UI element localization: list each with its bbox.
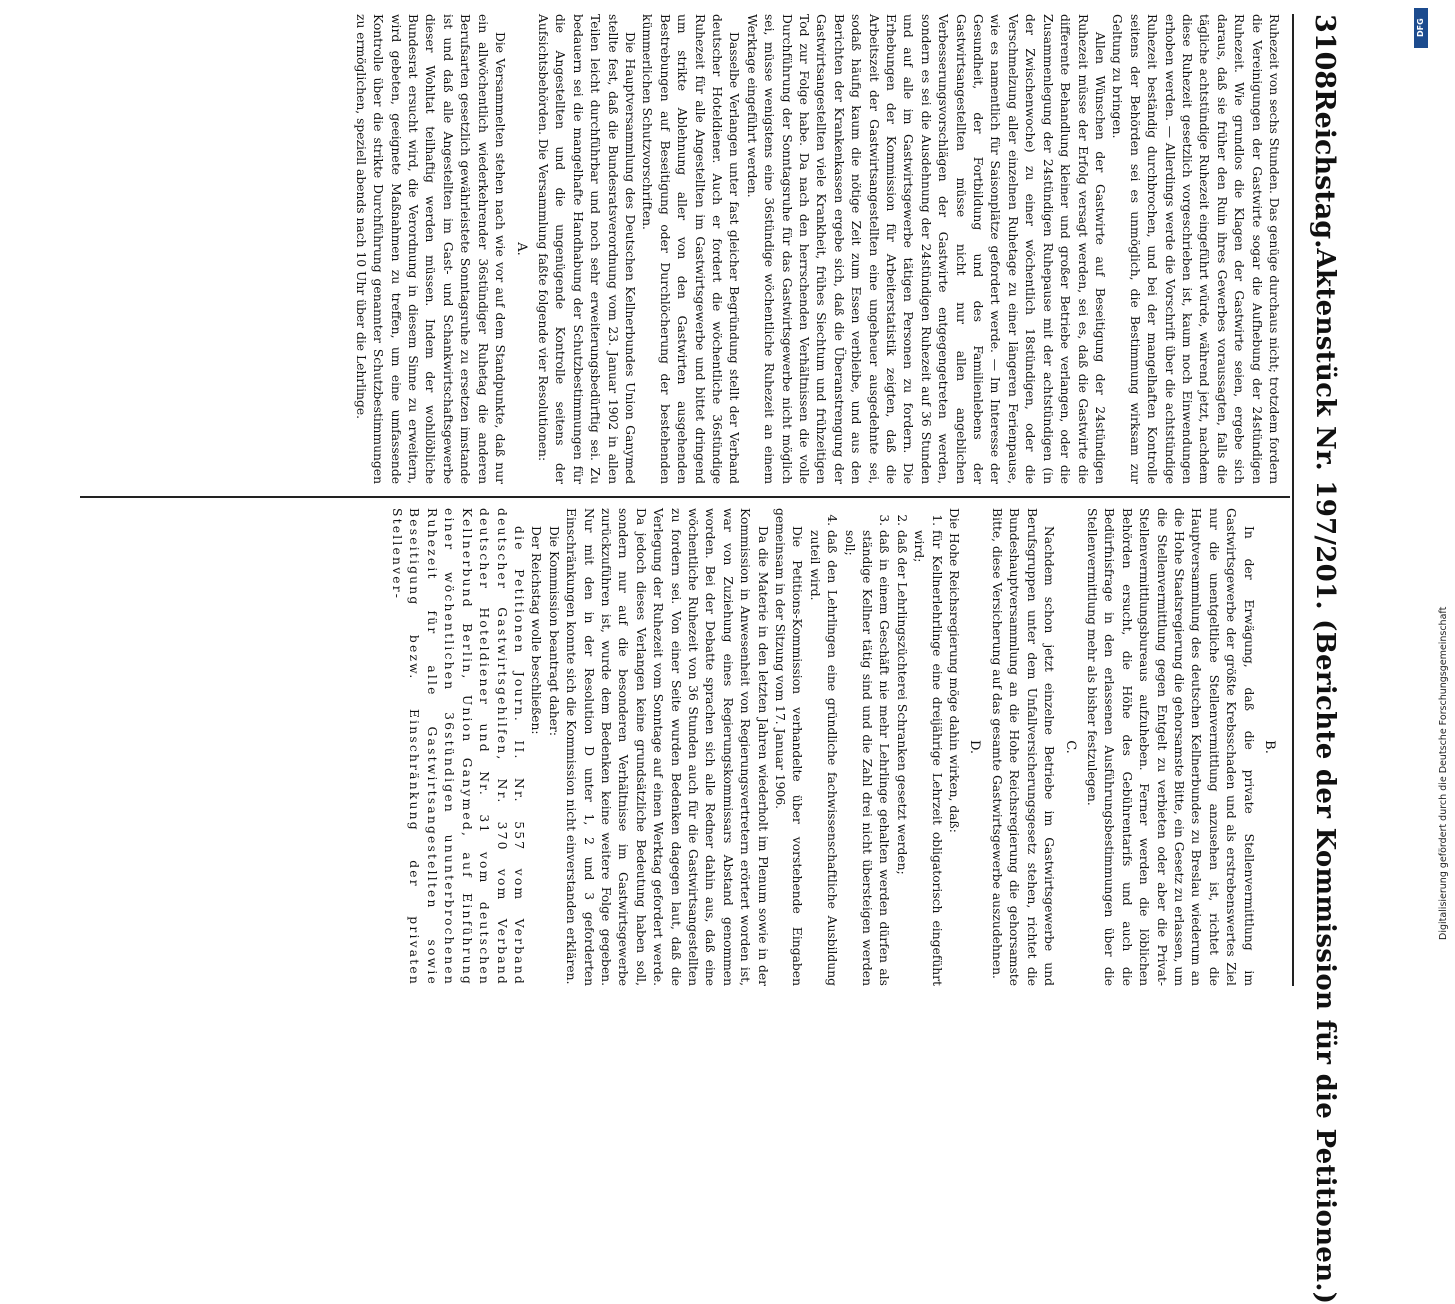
reichstag-resolve-text: Der Reichstag wolle beschließen: <box>529 526 544 735</box>
header-title: Aktenstück Nr. 197/201. (Berichte der Kommission für die Petitionen.) <box>1310 248 1340 1304</box>
resolution-d-intro: Die Hohe Reichsregierung möge dahin wirken, daß: <box>947 508 962 833</box>
list-item: 2. daß der Lehrlingszüchterei Schranken gesetzt werden; <box>892 530 909 986</box>
section-heading-b: B. <box>1262 740 1277 754</box>
page-number: 3108 <box>1309 14 1341 90</box>
header-reichstag: Reichstag. <box>1309 89 1341 249</box>
header-rule <box>1292 14 1294 986</box>
digitization-credit <box>1411 60 1449 940</box>
petitions-text: die Petitionen Journ. II. Nr. 557 vom Verband deutscher Gastwirtsgehilfen, Nr. 370 vom Verband deutscher Hoteldiener und Nr. 31 vom deutschen Kellnerbund Berlin, Union Ganymed, auf Einführung einer wöchentlichen 36stündigen ununterbrochenen Ruhezeit für alle Gastwirtsangestellten sowie Beseitigung bezw. Einschränkung der privaten Stellenver- <box>390 508 526 986</box>
left-paragraph-1: Ruhezeit von sechs Stunden. Das genüge durchaus nicht; trotzdem fordern die Vereinigungen der Gastwirte sogar die Aufhebung der 24stündigen Ruhezeit. Wie grundlos die Klagen der Gastwirte seien, ergebe sich daraus, daß sie früher den Ruin ihres Gewerbes voraussagten, falls die tägliche achtstündige Ruhezeit eingeführt würde, während jetzt, nachdem diese Ruhezeit gesetzlich vorgeschrieben ist, kaum noch Einwendungen erhoben werden. — Allerdings werde die Vorschrift über die achtstündige Ruhezeit beständig durchbrochen, und bei der mangelhaften Kontrolle seitens der Behörden sei es unmöglich, die Bestimmung wirksam zur Geltung zu bringen. <box>1110 14 1281 484</box>
commission-debate-text: Da die Materie in den letzten Jahren wiederholt im Plenum sowie in der Kommission in Anwesenheit von Regierungsvertretern erörtert worden ist, war von Zuziehung eines Regierungskommissars Abstand genommen worden. Bei der Debatte sprachen sich alle Redner dahin aus, daß eine wöchentliche Ruhezeit von 36 Stunden auch für die Gastwirtsangestellten zu fordern sei. Von einer Seite wurden Bedenken dagegen laut, daß die Verlegung der Ruhezeit vom Sonntage auf einen Werktag gefordert werde. Da jedoch dieses Verlangen keine grundsätzliche Bedeutung haben soll, sondern nur auf die besonderen Verhältnisse im Gastwirtsgewerbe zurückzuführen ist, wurde dem Bedenken keine weitere Folge gegeben. Nur mit den in der Resolution D unter 1, 2 und 3 geforderten Einschränkungen konnte sich die Kommission nicht einverstanden erklären. <box>564 508 770 986</box>
page-header <box>1296 14 1354 1304</box>
left-paragraph-4: Die Hauptversammlung des Deutschen Kellnerbundes Union Ganymed stellte fest, daß die Bundesratsverordnung vom 23. Januar 1902 in allen Teilen leicht durchführbar und noch sehr erweiterungsbedürftig sei. Zu bedauern sei die mangelhafte Handhabung der Schutzbestimmungen für die Angestellten und die ungenügende Kontrolle seitens der Aufsichtsbehörden. Die Versammlung faßte folgende vier Resolutionen: <box>535 14 637 484</box>
list-item: 1. für Kellnerlehrlinge eine dreijährige Lehrzeit obligatorisch eingeführt wird; <box>910 530 945 986</box>
resolution-d-list <box>805 508 944 986</box>
commission-session-text: Die Petitions-Kommission verhandelte über vorstehende Eingaben gemeinsam in der Sitzung vom 17. Januar 1906. <box>773 508 805 986</box>
resolution-c-text: Nachdem schon jetzt einzelne Betriebe im Gastwirtsgewerbe und Berufsgruppen unter dem Unfallversicherungsgesetz stehen, richtet die Bundeshauptversammlung an die Hohe Reichsregierung die gehorsamste Bitte, diese Versicherung auf das gesamte Gastwirtsgewerbe auszudehnen. <box>989 508 1057 986</box>
left-column <box>80 14 1282 484</box>
section-heading-d: D. <box>967 739 983 755</box>
document-page <box>72 0 1362 1304</box>
column-divider <box>80 496 1290 498</box>
resolution-a-text: Die Versammelten stehen nach wie vor auf dem Standpunkte, daß nur ein allwöchentlich wiederkehrender 36stündiger Ruhetag die anderen Berufsarten gesetzlich gewährleistete Sonntagsruhe zu ersetzen imstande ist und daß alle Angestellten im Gast- und Schankwirtschaftsgewerbe dieser Wohltat teilhaftig werden müssen. Indem der wohllöbliche Bundesrat ersucht wird, die Verordnung in diesem Sinne zu erweitern, wird gebeten, geeignete Maßnahmen zu treffen, um eine umfassende Kontrolle über die strikte Durchführung genannter Schutzbestimmungen zu ermöglichen, speziell abends nach 10 Uhr über die Lehrlinge. <box>353 14 508 484</box>
left-paragraph-3: Dasselbe Verlangen unter fast gleicher Begründung stellt der Verband deutscher Hoteldiener. Auch er fordert die wöchentliche 36stündige Ruhezeit für alle Angestellten im Gastwirtsgewerbe und bittet dringend um strikte Ablehnung aller von den Gastwirten ausgehenden Bestrebungen auf Beseitigung oder Durchlöcherung der bestehenden kümmerlichen Schutzvorschriften. <box>640 14 742 484</box>
right-column <box>80 508 1282 986</box>
digitization-credit-text: Digitalisierung gefördert durch die Deutsche Forschungsgemeinschaft <box>1438 606 1449 940</box>
left-paragraph-2: Allen Wünschen der Gastwirte auf Beseitigung der 24stündigen Ruhezeit müsse der Erfolg versagt werden, sei es, daß die Gastwirte die differente Behandlung kleiner und großer Betriebe verlangen, oder die Zusammenlegung der 24stündigen Ruhepause mit der achtstündigen (in der Zwischenwoche) zu einer wöchentlich 18stündigen, oder die Verschmelzung aller einzelnen Ruhetage zu einer längeren Ferienpause, wie es namentlich für Saisonplätze gefordert werde. — Im Interesse der Gesundheit, der Fortbildung und des Familienlebens der Gastwirtsangestellten müsse nicht nur allen angeblichen Verbesserungsvorschlägen der Gastwirte entgegengetreten werden, sondern es sei die Ausdehnung der 24stündigen Ruhezeit auf 36 Stunden und auf alle im Gastwirtsgewerbe tätigen Personen zu fordern. Die Erhebungen der Kommission für Arbeiterstatistik zeigten, daß die Arbeitszeit der Gastwirtsangestellten eine ungeheuer ausgedehnte sei, sodaß häufig kaum die nötige Zeit zum Essen verbleibe, und aus den Berichten der Krankenkassen ergebe sich, daß die Überanstrengung der Gastwirtsangestellten viele Krankheit, frühes Siechtum und frühzeitigen Tod zur Folge habe. Da nach den herrschenden Verhältnissen die volle Durchführung der Sonntagsruhe für das Gastwirtsgewerbe nicht möglich sei, müsse wenigstens eine 36stündige wöchentliche Ruhezeit an einem Werktage eingeführt werden. <box>744 14 1107 484</box>
section-heading-c: C. <box>1062 740 1078 754</box>
dfg-logo: DFG <box>1414 8 1428 48</box>
commission-motion-text: Die Kommission beantragt daher: <box>546 526 561 736</box>
list-item: 4. daß den Lehrlingen eine gründliche fachwissenschaftliche Ausbildung zuteil wird. <box>805 530 840 986</box>
resolution-b-text: In der Erwägung, daß die private Stellenvermittlung im Gastwirtsgewerbe der größte Krebsschaden und als erstrebenswertes Ziel nur die unentgeltliche Stellenvermittlung anzusehen ist, richtet die Hauptversammlung des deutschen Kellnerbundes zu Breslau wiederum an die Hohe Staatsregierung die gehorsamste Bitte, ein Gesetz zu erlassen, um die Stellenvermittlung gegen Entgelt zu verbieten oder aber die Privat-Stellenvermittlungsbureaus aufzuheben. Ferner werden die löblichen Behörden ersucht, die Höhe des Gebührentarifs und auch die Bedürfnisfrage in den erlassenen Ausführungsbestimmungen über die Stellenvermittlung mehr als bisher festzulegen. <box>1084 508 1256 986</box>
section-heading-a: A. <box>513 242 529 256</box>
list-item: 3. daß in einem Geschäft nie mehr Lehrlinge gehalten werden dürfen als ständige Kellner tätig sind und die Zahl drei nicht übersteigen werden soll; <box>840 530 892 986</box>
